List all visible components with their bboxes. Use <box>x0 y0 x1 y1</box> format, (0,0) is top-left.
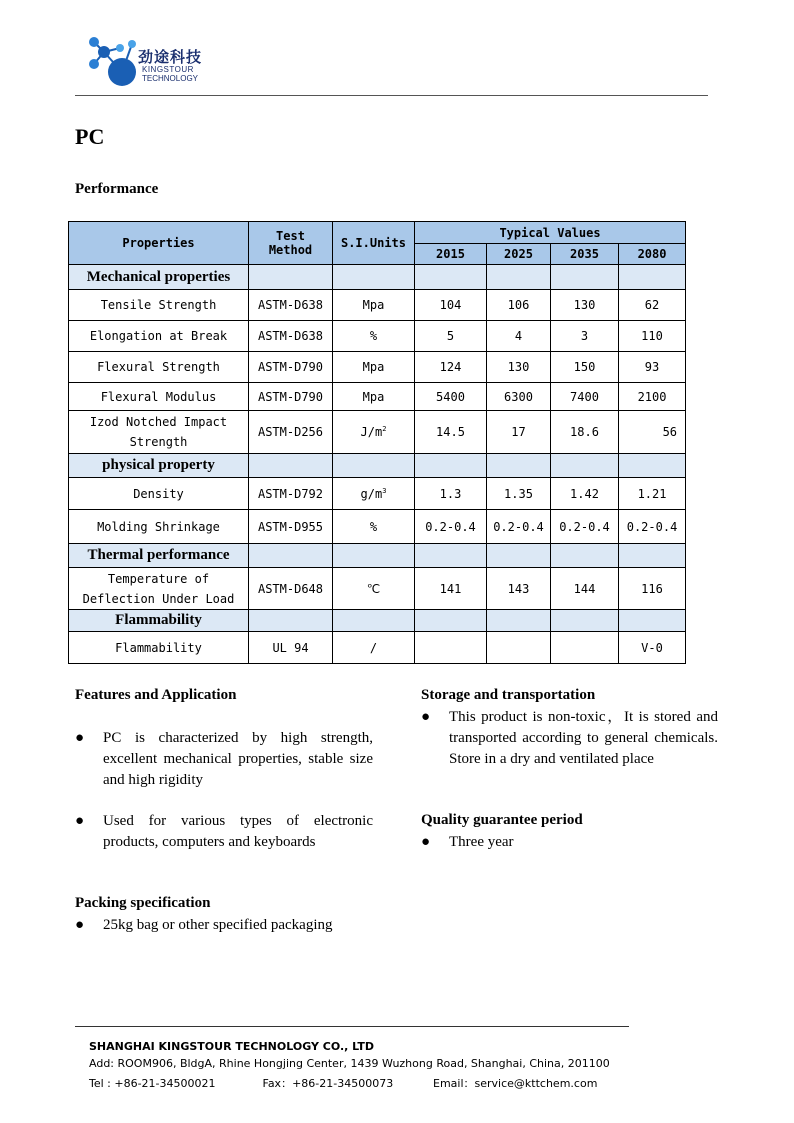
test-method: ASTM-D638 <box>249 321 333 352</box>
value-cell: 130 <box>487 352 551 383</box>
bullet-icon: ● <box>75 917 85 933</box>
packing-heading: Packing specification <box>75 895 211 911</box>
value-cell: 106 <box>487 290 551 321</box>
property-name: Molding Shrinkage <box>69 510 249 544</box>
footer-contact <box>89 1075 597 1091</box>
footer-company: SHANGHAI KINGSTOUR TECHNOLOGY CO., LTD <box>89 1040 374 1053</box>
company-logo <box>82 34 222 92</box>
footer-tel: Tel : +86-21-34500021 <box>89 1077 216 1090</box>
footer-address: Add: ROOM906, BldgA, Rhine Hongjing Center, 1439 Wuzhong Road, Shanghai, China, 201100 <box>89 1057 610 1070</box>
section-row <box>69 610 686 632</box>
header-properties: Properties <box>69 222 249 265</box>
test-method: ASTM-D256 <box>249 411 333 454</box>
section-label: Mechanical properties <box>69 265 249 290</box>
performance-table <box>68 221 686 664</box>
table-row <box>69 411 686 454</box>
value-cell: 7400 <box>551 383 619 411</box>
section-label: Flammability <box>69 610 249 632</box>
test-method: ASTM-D790 <box>249 383 333 411</box>
test-method: ASTM-D955 <box>249 510 333 544</box>
unit: $g/m^3$ <box>333 478 415 510</box>
header-units: S.I.Units <box>333 222 415 265</box>
unit: % <box>333 510 415 544</box>
bullet-icon: ● <box>75 813 85 829</box>
section-row <box>69 454 686 478</box>
unit: Mpa <box>333 290 415 321</box>
value-cell: 56 <box>619 411 686 454</box>
value-cell: 3 <box>551 321 619 352</box>
value-cell <box>551 632 619 664</box>
quality-heading: Quality guarantee period <box>421 812 583 828</box>
list-item <box>75 811 373 853</box>
value-cell: 0.2-0.4 <box>551 510 619 544</box>
value-cell: 4 <box>487 321 551 352</box>
value-cell: 18.6 <box>551 411 619 454</box>
value-cell: 110 <box>619 321 686 352</box>
property-name: Flexural Strength <box>69 352 249 383</box>
bullet-text: 25kg bag or other specified packaging <box>103 917 333 933</box>
footer-divider <box>75 1026 629 1027</box>
table-row <box>69 383 686 411</box>
unit: ℃ <box>333 568 415 610</box>
section-row <box>69 265 686 290</box>
table-header-row <box>69 222 686 244</box>
bullet-icon: ● <box>75 730 85 746</box>
bullet-text: Used for various types of electronic products, computers and keyboards <box>103 813 373 850</box>
value-cell: 104 <box>415 290 487 321</box>
table-row <box>69 568 686 610</box>
header-year: 2080 <box>619 244 686 265</box>
value-cell: 141 <box>415 568 487 610</box>
value-cell: V-0 <box>619 632 686 664</box>
table-row <box>69 352 686 383</box>
unit: $J/m^2$ <box>333 411 415 454</box>
logo-english-line1: KINGSTOUR <box>142 65 194 74</box>
page-title: PC <box>75 124 105 149</box>
bullet-text: PC is characterized by high strength, excellent mechanical properties, stable size and high rigidity <box>103 730 373 788</box>
bullet-icon: ● <box>421 709 431 725</box>
header-divider <box>75 95 708 96</box>
property-name: Density <box>69 478 249 510</box>
value-cell <box>415 632 487 664</box>
value-cell: 0.2-0.4 <box>415 510 487 544</box>
value-cell: 2100 <box>619 383 686 411</box>
unit: Mpa <box>333 383 415 411</box>
footer-fax: Fax：+86-21-34500073 <box>262 1077 394 1090</box>
property-name: Elongation at Break <box>69 321 249 352</box>
header-typical-values: Typical Values <box>415 222 686 244</box>
value-cell: 62 <box>619 290 686 321</box>
section-label: physical property <box>69 454 249 478</box>
section-label: Thermal performance <box>69 544 249 568</box>
bullet-text: Three year <box>449 834 514 850</box>
test-method: ASTM-D638 <box>249 290 333 321</box>
table-row <box>69 632 686 664</box>
value-cell: 1.35 <box>487 478 551 510</box>
value-cell: 144 <box>551 568 619 610</box>
unit: Mpa <box>333 352 415 383</box>
value-cell: 1.3 <box>415 478 487 510</box>
value-cell: 1.42 <box>551 478 619 510</box>
value-cell: 0.2-0.4 <box>487 510 551 544</box>
test-method: ASTM-D792 <box>249 478 333 510</box>
logo-chinese-text: 劲途科技 <box>138 48 203 66</box>
property-name: Tensile Strength <box>69 290 249 321</box>
list-item <box>75 915 405 936</box>
features-heading: Features and Application <box>75 687 237 703</box>
section-row <box>69 544 686 568</box>
property-name: Izod Notched Impact Strength <box>69 411 249 454</box>
list-item <box>421 707 718 791</box>
molecule-logo-icon <box>82 34 142 92</box>
value-cell: 124 <box>415 352 487 383</box>
value-cell: 14.5 <box>415 411 487 454</box>
bullet-text: This product is non-toxic，It is stored and transported according to general chemicals. Store in a dry and ventilated place <box>449 709 718 767</box>
property-name: Flexural Modulus <box>69 383 249 411</box>
test-method: ASTM-D648 <box>249 568 333 610</box>
value-cell: 93 <box>619 352 686 383</box>
bullet-icon: ● <box>421 834 431 850</box>
property-name: Temperature of Deflection Under Load <box>69 568 249 610</box>
table-row <box>69 321 686 352</box>
header-year: 2035 <box>551 244 619 265</box>
storage-heading: Storage and transportation <box>421 687 596 703</box>
value-cell: 5 <box>415 321 487 352</box>
unit: % <box>333 321 415 352</box>
list-item <box>421 832 718 853</box>
header-test-method: Test Method <box>249 222 333 265</box>
value-cell: 143 <box>487 568 551 610</box>
value-cell: 116 <box>619 568 686 610</box>
table-row <box>69 510 686 544</box>
value-cell: 17 <box>487 411 551 454</box>
test-method: ASTM-D790 <box>249 352 333 383</box>
section-title: Performance <box>75 181 159 197</box>
header-year: 2015 <box>415 244 487 265</box>
value-cell: 5400 <box>415 383 487 411</box>
test-method: UL 94 <box>249 632 333 664</box>
unit: / <box>333 632 415 664</box>
footer-email: Email：service@kttchem.com <box>433 1077 598 1090</box>
value-cell: 130 <box>551 290 619 321</box>
value-cell: 1.21 <box>619 478 686 510</box>
header-year: 2025 <box>487 244 551 265</box>
list-item <box>75 728 373 791</box>
table-row <box>69 290 686 321</box>
value-cell <box>487 632 551 664</box>
logo-english-line2: TECHNOLOGY <box>142 74 199 83</box>
table-row <box>69 478 686 510</box>
value-cell: 6300 <box>487 383 551 411</box>
value-cell: 150 <box>551 352 619 383</box>
property-name: Flammability <box>69 632 249 664</box>
value-cell: 0.2-0.4 <box>619 510 686 544</box>
